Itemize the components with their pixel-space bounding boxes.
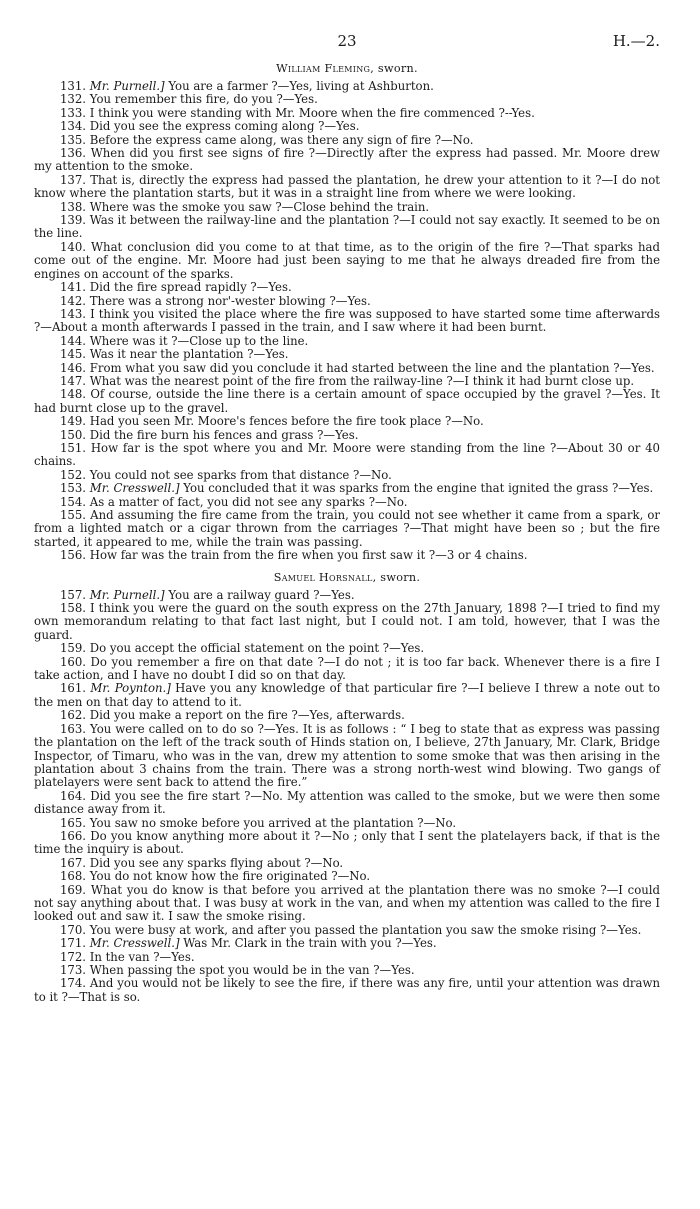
question-text: When passing the spot you would be in the van ?—Yes.: [89, 963, 415, 977]
question-number: 135.: [60, 132, 87, 147]
question-paragraph: [34, 134, 660, 147]
question-text: You remember this fire, do you ?—Yes.: [89, 92, 318, 107]
question-paragraph: [34, 80, 660, 93]
question-text: How far was the train from the fire when you first saw it ?—3 or 4 chains.: [89, 548, 528, 563]
question-number: 160.: [60, 654, 87, 669]
question-number: 132.: [60, 92, 87, 107]
witness-section: [34, 62, 660, 563]
question-paragraph: [34, 709, 660, 722]
question-text: Where was it ?—Close up to the line.: [89, 333, 309, 348]
question-text: Had you seen Mr. Moore's fences before the fire took place ?—No.: [89, 414, 484, 429]
question-paragraph: [34, 442, 660, 469]
question-paragraph: [34, 120, 660, 133]
question-paragraph: [34, 281, 660, 294]
question-text: Of course, outside the line there is a certain amount of space occupied by the gravel ?—Yes. It had burnt close up to the gravel.: [34, 387, 661, 415]
question-paragraph: [34, 348, 660, 361]
question-paragraph: [34, 642, 660, 655]
question-text: And you would not be likely to see the fire, if there was any fire, until your attention was drawn to it ?—That is so.: [34, 976, 661, 1004]
question-number: 173.: [60, 963, 87, 977]
question-number: 137.: [60, 172, 87, 187]
question-paragraph: [34, 964, 660, 977]
question-text: I think you were the guard on the south express on the 27th January, 1898 ?—I tried to find my own memorandum relating to that fact last night, but I could not. I am told, however, that I was the guard.: [34, 601, 660, 642]
question-paragraph: [34, 682, 660, 709]
question-paragraph: [34, 870, 660, 883]
question-number: 167.: [60, 855, 87, 870]
witness-name: William Fleming: [276, 62, 371, 75]
question-number: 166.: [60, 828, 87, 843]
question-text: Did the fire burn his fences and grass ?—Yes.: [89, 427, 359, 442]
question-text: As a matter of fact, you did not see any sparks ?—No.: [89, 494, 408, 509]
question-paragraph: [34, 362, 660, 375]
question-number: 168.: [60, 869, 87, 884]
question-text: You were busy at work, and after you passed the plantation you saw the smoke rising ?—Yes.: [89, 922, 642, 937]
witness-section: [34, 571, 660, 1005]
question-paragraph: [34, 937, 660, 950]
question-text: You could not see sparks from that distance ?—No.: [89, 467, 392, 482]
question-paragraph: [34, 951, 660, 964]
question-paragraph: [34, 335, 660, 348]
question-text: Did you see the fire start ?—No. My attention was called to the smoke, but we were then some distance away from it.: [34, 788, 660, 817]
question-text: Did you see any sparks flying about ?—No.: [89, 855, 344, 870]
question-number: 159.: [60, 641, 87, 656]
question-text: Do you remember a fire on that date ?—I do not ; it is too far back. Whenever there is a fire I take action, and I have no doubt I did so on that day.: [34, 654, 660, 683]
question-number: 149.: [60, 414, 87, 429]
question-text: That is, directly the express had passed the plantation, he drew your attention to it ?—I do not know where the plantation starts, but it was in a straight line from where we were looking.: [34, 172, 661, 201]
question-text: Did you see the express coming along ?—Yes.: [89, 119, 360, 134]
question-number: 169.: [60, 882, 87, 897]
question-text: And assuming the fire came from the train, you could not see whether it came from a spark, or from a lighted match or a cigar thrown from the carriages ?—That might have been so ; but the fire started, it appeared to me, while the train was passing.: [34, 508, 660, 549]
witness-heading: [34, 62, 660, 76]
question-text: Do you know anything more about it ?—No ; only that I sent the platelayers back, if that is the time the inquiry is about.: [34, 828, 660, 857]
question-number: 164.: [60, 788, 87, 803]
question-paragraph: [34, 924, 660, 937]
question-paragraph: [34, 790, 660, 817]
question-number: 133.: [60, 105, 87, 120]
question-paragraph: [34, 375, 660, 388]
question-text: Where was the smoke you saw ?—Close behind the train.: [89, 199, 430, 214]
question-paragraph: [34, 857, 660, 870]
witness-name: Samuel Horsnall: [273, 570, 373, 584]
question-number: 153.: [60, 481, 87, 496]
question-number: 170.: [60, 922, 87, 937]
question-text: What was the nearest point of the fire from the railway-line ?—I think it had burnt close up.: [89, 373, 635, 388]
question-text: Did you make a report on the fire ?—Yes, afterwards.: [89, 708, 405, 723]
question-number: 154.: [60, 494, 87, 509]
question-number: 150.: [60, 427, 87, 442]
question-text: I think you were standing with Mr. Moore when the fire commenced ?--Yes.: [89, 105, 535, 120]
question-number: 144.: [60, 333, 87, 348]
question-paragraph: [34, 884, 660, 924]
question-number: 138.: [60, 199, 87, 214]
question-text: When did you first see signs of fire ?—Directly after the express had passed. Mr. Moore drew my attention to the smoke.: [34, 146, 660, 174]
question-number: 157.: [60, 587, 87, 602]
question-text: You were called on to do so ?—Yes. It is as follows : “ I beg to state that as express was passing the plantation on the left of the track south of Hinds station on, I believe, 27th January, Mr. Clark, Bridge Inspector, of Timaru, who was in the van, drew my attention to some smoke that was then arising in the plantation about 3 chains from the train. There was a strong north-west wind blowing. Two gangs of platelayers were sent back to attend the fire.”: [34, 721, 660, 790]
question-number: 140.: [60, 239, 87, 254]
question-number: 141.: [60, 280, 87, 295]
question-paragraph: [34, 830, 660, 857]
question-number: 151.: [60, 440, 87, 455]
question-paragraph: [34, 496, 660, 509]
question-paragraph: [34, 107, 660, 120]
speaker-label: Mr. Purnell.]: [89, 587, 165, 602]
question-paragraph: [34, 509, 660, 549]
question-paragraph: [34, 656, 660, 683]
question-number: 139.: [60, 213, 87, 228]
question-number: 158.: [60, 601, 87, 616]
question-text: Before the express came along, was there any sign of fire ?—No.: [89, 132, 474, 147]
page-number: 23: [337, 32, 357, 50]
page-header: [34, 26, 660, 56]
question-number: 163.: [60, 721, 87, 736]
question-text: From what you saw did you conclude it had started between the line and the plantation ?—Yes.: [89, 360, 655, 375]
question-number: 148.: [60, 387, 87, 402]
question-text: What you do know is that before you arrived at the plantation there was no smoke ?—I could not say anything about that. I was busy at work in the van, and when my attention was called to the fire I looked out and saw it. I saw the smoke rising.: [34, 882, 661, 924]
question-text: Was Mr. Clark in the train with you ?—Yes.: [179, 936, 437, 951]
question-number: 172.: [60, 949, 87, 964]
question-paragraph: [34, 201, 660, 214]
question-number: 147.: [60, 373, 87, 388]
question-number: 171.: [60, 936, 87, 951]
question-text: Have you any knowledge of that particular fire ?—I believe I threw a note out to the men on that day to attend to it.: [34, 681, 661, 709]
document-code: H.—2.: [612, 32, 660, 50]
question-paragraph: [34, 241, 660, 281]
question-text: Was it between the railway-line and the plantation ?—I could not say exactly. It seemed to be on the line.: [34, 213, 660, 241]
witness-sworn: , sworn.: [370, 62, 418, 75]
speaker-label: Mr. Cresswell.]: [89, 481, 180, 496]
question-number: 143.: [60, 306, 87, 321]
testimony-body: [34, 62, 660, 1004]
question-paragraph: [34, 295, 660, 308]
question-paragraph: [34, 469, 660, 482]
speaker-label: Mr. Purnell.]: [89, 79, 165, 93]
question-paragraph: [34, 723, 660, 790]
question-paragraph: [34, 549, 660, 562]
question-text: Did the fire spread rapidly ?—Yes.: [89, 280, 292, 295]
question-text: You saw no smoke before you arrived at the plantation ?—No.: [89, 815, 457, 830]
question-paragraph: [34, 817, 660, 830]
question-text: Do you accept the official statement on the point ?—Yes.: [89, 641, 425, 656]
question-text: What conclusion did you come to at that time, as to the origin of the fire ?—That sparks had come out of the engine. Mr. Moore had just been saying to me that he always dreaded fire from the engines on account of the sparks.: [34, 239, 660, 281]
question-number: 145.: [60, 347, 87, 362]
question-number: 174.: [60, 976, 87, 991]
question-paragraph: [34, 308, 660, 335]
question-paragraph: [34, 415, 660, 428]
question-number: 152.: [60, 467, 87, 482]
question-number: 142.: [60, 293, 87, 308]
question-text: I think you visited the place where the fire was supposed to have started some time afterwards ?—About a month afterwards I passed in the train, and I saw where it had been burnt.: [34, 306, 661, 335]
question-number: 134.: [60, 119, 87, 134]
question-paragraph: [34, 429, 660, 442]
document-page: [34, 26, 660, 1004]
question-paragraph: [34, 977, 660, 1004]
question-number: 146.: [60, 360, 87, 375]
witness-heading: [34, 571, 660, 585]
question-text: In the van ?—Yes.: [89, 949, 195, 964]
question-text: You are a railway guard ?—Yes.: [164, 587, 355, 602]
question-text: How far is the spot where you and Mr. Moore were standing from the line ?—About 30 or 40 chains.: [34, 440, 660, 469]
question-number: 136.: [60, 146, 87, 161]
question-paragraph: [34, 174, 660, 201]
question-paragraph: [34, 602, 660, 642]
witness-sworn: , sworn.: [372, 570, 421, 584]
question-number: 131.: [60, 79, 87, 93]
question-number: 162.: [60, 708, 87, 723]
question-paragraph: [34, 589, 660, 602]
question-number: 156.: [60, 548, 87, 563]
question-paragraph: [34, 482, 660, 495]
question-text: You do not know how the fire originated ?—No.: [89, 869, 371, 884]
question-number: 161.: [60, 681, 87, 696]
question-text: You concluded that it was sparks from the engine that ignited the grass ?—Yes.: [179, 481, 654, 496]
speaker-label: Mr. Cresswell.]: [89, 936, 180, 951]
speaker-label: Mr. Poynton.]: [90, 681, 171, 696]
question-paragraph: [34, 147, 660, 174]
question-text: There was a strong nor'-wester blowing ?—Yes.: [89, 293, 371, 308]
question-paragraph: [34, 388, 660, 415]
question-text: Was it near the plantation ?—Yes.: [89, 347, 289, 362]
question-number: 165.: [60, 815, 87, 830]
question-paragraph: [34, 93, 660, 106]
question-number: 155.: [60, 508, 87, 522]
question-paragraph: [34, 214, 660, 241]
question-text: You are a farmer ?—Yes, living at Ashburton.: [164, 79, 434, 93]
